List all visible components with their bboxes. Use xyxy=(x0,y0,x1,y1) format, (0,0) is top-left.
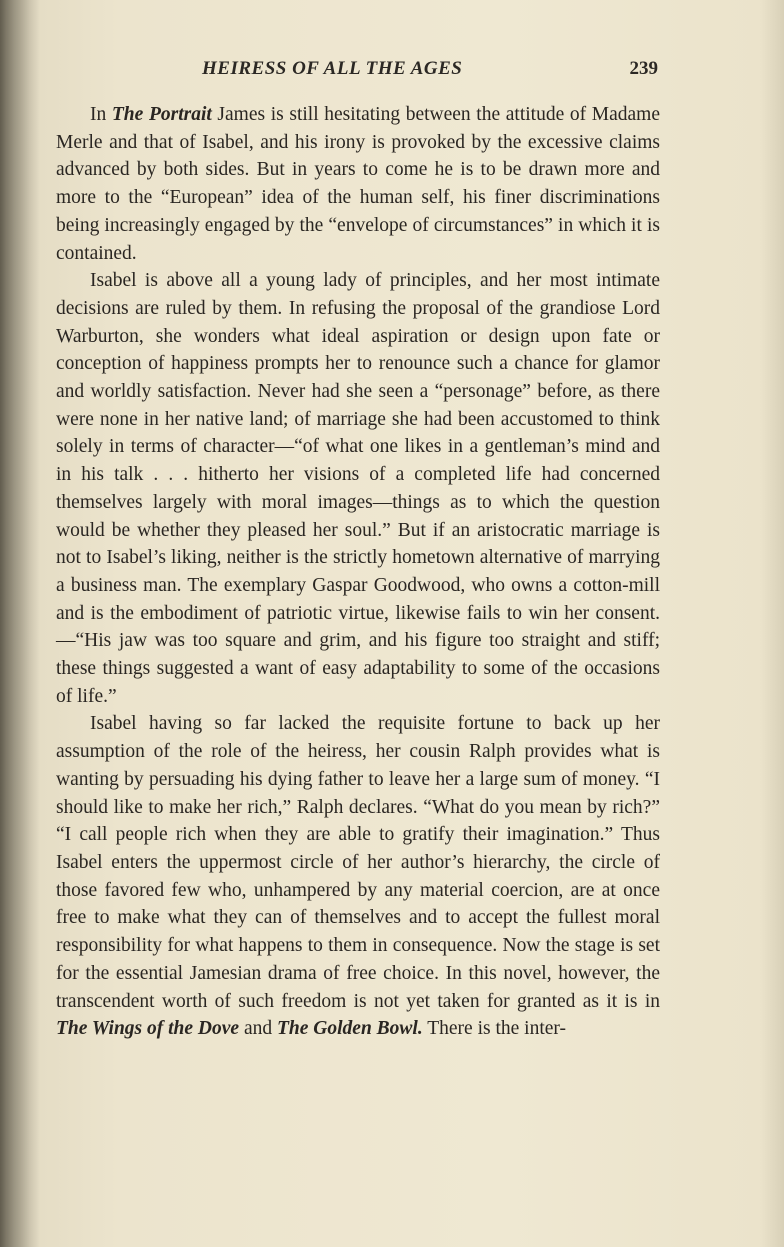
paragraph-2: Isabel is above all a young lady of principles, and her most intimate decisions are ruled by them. In refusing the proposal of the grandiose Lord Warburton, she wonders what ideal aspiration or design upon fate or conception of happiness prompts her to renounce such a chance for glamor and worldly satisfaction. Never had she seen a “personage” before, as there were none in her native land; of marriage she had been accustomed to think solely in terms of character—“of what one likes in a gentleman’s mind and in his talk . . . hitherto her visions of a completed life had concerned themselves largely with moral images—things as to which the question would be whether they pleased her soul.” But if an aristocratic marriage is not to Isabel’s liking, neither is the strictly hometown alternative of marrying a business man. The exemplary Gaspar Goodwood, who owns a cotton-mill and is the embodiment of patriotic virtue, likewise fails to win her consent.—“His jaw was too square and grim, and his figure too straight and stiff; these things suggested a want of easy adaptability to some of the occasions of life.” xyxy=(56,270,660,707)
paragraph-3-body: Isabel having so far lacked the requisite fortune to back up her assumption of the role of the heiress, her cousin Ralph provides what is wanting by persuading his dying father to leave her a large sum of money. “I should like to make her rich,” Ralph declares. “What do you mean by rich?” “I call people rich when they are able to gratify their imagination.” Thus Isabel enters the uppermost circle of her author’s hierarchy, the circle of those favored few who, unhampered by any material coercion, are at once free to make what they can of themselves and to accept the fullest moral responsibility for what happens to them in consequence. Now the stage is set for the essential Jamesian drama of free choice. In this novel, however, the transcendent worth of such freedom is not yet taken for granted as it is in xyxy=(56,713,660,1012)
paragraph-1-lead: In xyxy=(90,104,112,125)
paragraph-3-and: and xyxy=(239,1018,277,1040)
body-text xyxy=(56,101,660,1043)
paragraph-3 xyxy=(56,710,660,1042)
book-title-golden-bowl: The Golden Bowl. xyxy=(277,1018,423,1040)
running-head xyxy=(110,58,658,84)
book-title-wings: The Wings of the Dove xyxy=(56,1018,240,1040)
running-title: HEIRESS OF ALL THE AGES xyxy=(202,58,463,79)
book-title-portrait: The Portrait xyxy=(111,104,212,125)
paragraph-3-tail: There is the inter- xyxy=(422,1018,566,1040)
page-number: 239 xyxy=(629,58,658,79)
paragraph-1 xyxy=(56,101,660,267)
spine-shadow xyxy=(0,0,40,1247)
paragraph-1-body: James is still hesitating between the attitude of Madame Merle and that of Isabel, and his irony is provoked by the excessive claims advanced by both sides. But in years to come he is to be drawn more and more to the “European” idea of the human self, his finer discriminations being increasingly engaged by the “envelope of circumstances” in which it is contained. xyxy=(56,104,660,264)
